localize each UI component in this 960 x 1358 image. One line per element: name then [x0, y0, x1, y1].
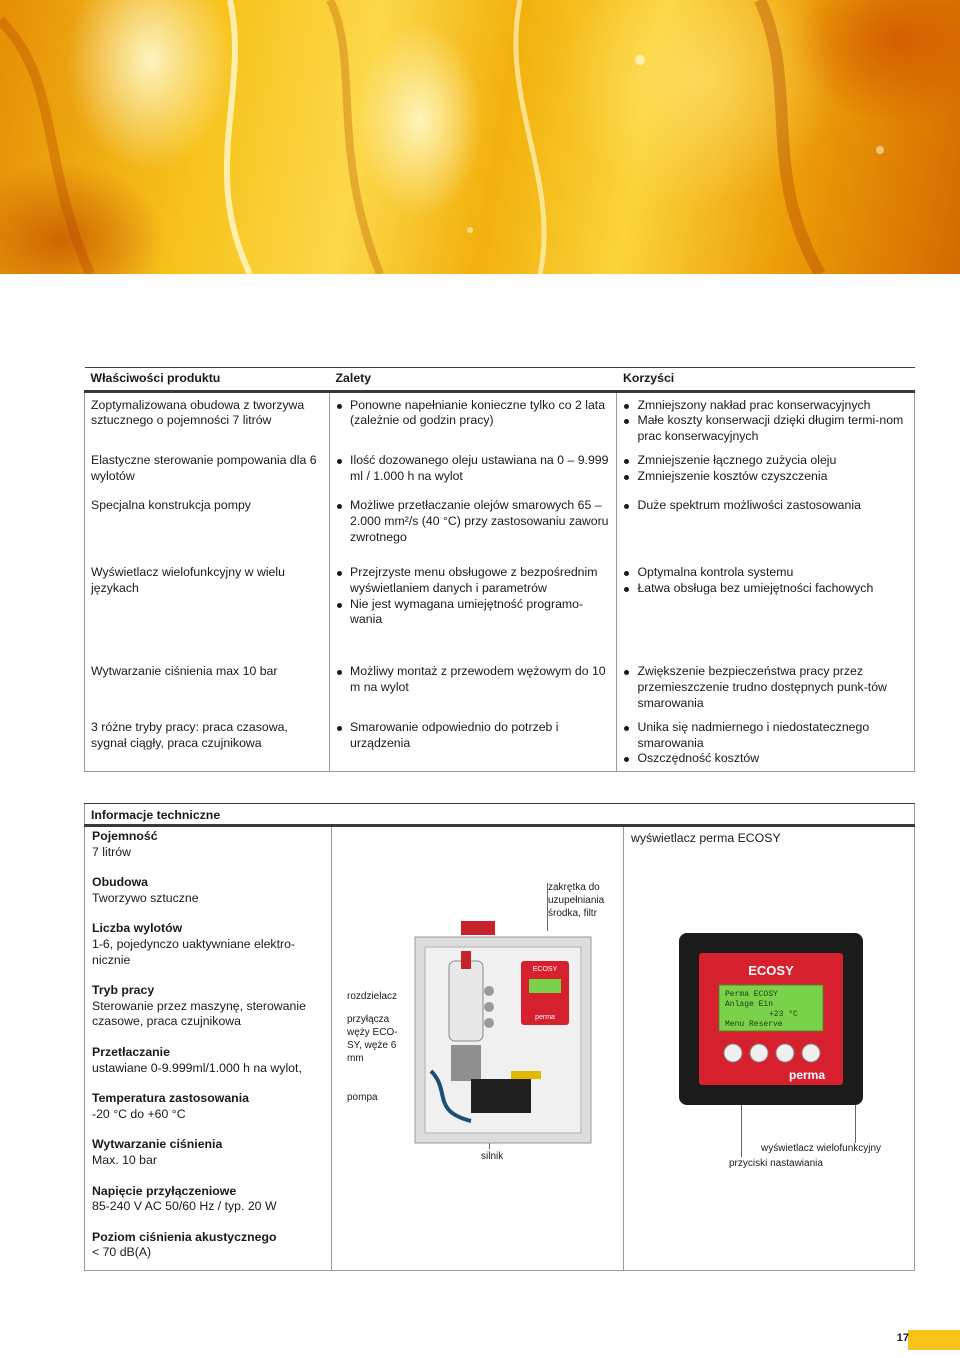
header-benefits: Korzyści	[617, 368, 915, 392]
advantages-cell	[330, 560, 617, 659]
spec-value: 7 litrów	[92, 844, 131, 859]
property-cell: 3 różne tryby pracy: praca czasowa, sygnał ciągły, praca czujnikowa	[85, 715, 330, 771]
spec-label: Pojemność	[92, 829, 158, 843]
spec-label: Napięcie przyłączeniowe	[92, 1183, 237, 1198]
unit-panel-logo: perma	[535, 1014, 555, 1021]
spec-mode	[92, 983, 330, 1030]
spec-value: 85-240 V AC 50/60 Hz / typ. 20 W	[92, 1199, 277, 1214]
hero-oil-image	[0, 0, 960, 274]
lcd-line: Menu Reserve	[725, 1020, 783, 1029]
pump-label: pompa	[347, 1092, 378, 1103]
property-cell: Elastyczne sterowanie pompowania dla 6 wylotów	[85, 448, 330, 493]
benefits-cell	[617, 659, 915, 715]
adjust-button-4[interactable]	[802, 1044, 820, 1062]
header-advantages: Zalety	[330, 368, 617, 392]
features-table	[84, 367, 915, 772]
advantages-cell	[330, 715, 617, 771]
spec-noise	[92, 1230, 330, 1261]
spec-capacity	[92, 829, 330, 860]
table-row	[85, 659, 915, 715]
benefit-item: Zmniejszenie łącznego zużycia oleju	[637, 453, 908, 469]
column-divider	[331, 827, 332, 1270]
table-row	[85, 715, 915, 771]
display-title: wyświetlacz perma ECOSY	[631, 831, 781, 845]
advantage-item: Ponowne napełnianie konieczne tylko co 2 lata (zależnie od godzin pracy)	[350, 398, 610, 429]
spec-outlets	[92, 921, 330, 968]
oil-flow-decoration	[0, 0, 960, 274]
tech-info-box	[84, 803, 915, 1271]
advantage-item: Smarowanie odpowiednio do potrzeb i urządzenia	[350, 720, 610, 751]
distributor-label: rozdzielacz	[347, 991, 398, 1002]
spec-label: Poziom ciśnienia akustycznego	[92, 1229, 277, 1244]
adjust-button-1[interactable]	[724, 1044, 742, 1062]
motor-label: silnik	[481, 1151, 504, 1162]
lcd-line: Anlage Ein	[725, 1000, 774, 1009]
leader-line	[741, 1105, 742, 1157]
spec-value: < 70 dB(A)	[92, 1245, 152, 1260]
benefits-cell	[617, 493, 915, 560]
table-row	[85, 448, 915, 493]
property-cell: Wyświetlacz wielofunkcyjny w wielu językach	[85, 560, 330, 659]
page-number: 17	[896, 1332, 909, 1344]
unit-panel-brand: ECOSY	[532, 966, 558, 973]
spec-label: Tryb pracy	[92, 983, 155, 998]
benefit-item: Małe koszty konserwacji dzięki długim termi-nom prac konserwacyjnych	[637, 413, 908, 444]
advantage-item: Możliwe przetłaczanie olejów smarowych 65 – 2.000 mm²/s (40 °C) przy zastosowaniu zaworu zwrotnego	[350, 498, 609, 544]
spec-pressure	[92, 1137, 330, 1168]
display-logo: perma	[788, 1068, 826, 1082]
spec-temperature	[92, 1091, 330, 1122]
benefits-cell	[617, 391, 915, 448]
benefit-item: Zmniejszony nakład prac konserwacyjnych	[637, 398, 908, 414]
spec-housing	[92, 875, 330, 906]
spec-value: -20 °C do +60 °C	[92, 1106, 186, 1121]
spec-label: Obudowa	[92, 875, 149, 890]
benefit-item: Unika się nadmiernego i niedostatecznego smarowania	[637, 720, 908, 751]
advantages-cell	[330, 493, 617, 560]
lcd-line: +23 °C	[769, 1010, 798, 1019]
property-cell: Zoptymalizowana obudowa z tworzywa sztucznego o pojemności 7 litrów	[85, 391, 330, 448]
adjust-button-3[interactable]	[776, 1044, 794, 1062]
table-row	[85, 493, 915, 560]
spec-label: Wytwarzanie ciśnienia	[92, 1137, 223, 1152]
benefit-item: Optymalna kontrola systemu	[637, 565, 908, 581]
spec-label: Temperatura zastosowania	[92, 1091, 249, 1106]
column-divider	[623, 827, 624, 1270]
header-properties: Właściwości produktu	[85, 368, 330, 392]
caption-display: wyświetlacz wielofunkcyjny	[761, 1143, 882, 1154]
spec-list	[92, 829, 330, 1276]
spec-label: Przetłaczanie	[92, 1044, 170, 1059]
benefits-cell	[617, 560, 915, 659]
leader-line	[855, 1105, 856, 1143]
spec-value: Max. 10 bar	[92, 1152, 157, 1167]
cap-label: zakrętka do uzupełniania środka, filtr	[548, 882, 605, 919]
benefit-item: Łatwa obsługa bez umiejętności fachowych	[637, 581, 908, 597]
advantage-item: Przejrzyste menu obsługowe z bezpośrednim wyświetlaniem danych i parametrów	[350, 565, 610, 596]
page-number-stripe	[908, 1330, 960, 1350]
advantage-item: Nie jest wymagana umiejętność programo-wania	[350, 597, 610, 628]
advantages-cell	[330, 448, 617, 493]
lcd-line: Perma ECOSY	[725, 990, 778, 999]
lubrication-unit-image	[411, 921, 597, 1145]
advantage-item: Możliwy montaż z przewodem wężowym do 10 m na wylot	[350, 664, 610, 695]
advantages-cell	[330, 659, 617, 715]
ecosy-display-image	[679, 933, 863, 1105]
spec-value: Sterowanie przez maszynę, sterowanie czasowe, praca czujnikowa	[92, 998, 306, 1029]
display-brand: ECOSY	[748, 963, 794, 978]
benefit-item: Zwiększenie bezpieczeństwa pracy przez przemieszczenie trudno dostępnych punk-tów smarowania	[637, 664, 908, 711]
spec-value: 1-6, pojedynczo uaktywniane elektro-nicznie	[92, 936, 296, 967]
table-row	[85, 391, 915, 448]
benefit-item: Duże spektrum możliwości zastosowania	[637, 498, 908, 514]
benefit-item: Oszczędność kosztów	[637, 751, 908, 767]
caption-buttons: przyciski nastawiania	[729, 1158, 823, 1169]
adjust-button-2[interactable]	[750, 1044, 768, 1062]
spec-voltage	[92, 1184, 330, 1215]
table-row	[85, 560, 915, 659]
property-cell: Wytwarzanie ciśnienia max 10 bar	[85, 659, 330, 715]
benefit-item: Zmniejszenie kosztów czyszczenia	[637, 469, 908, 485]
advantages-cell	[330, 391, 617, 448]
benefits-cell	[617, 715, 915, 771]
benefits-cell	[617, 448, 915, 493]
spec-delivery	[92, 1045, 330, 1076]
spec-value: ustawiane 0-9.999ml/1.000 h na wylot,	[92, 1060, 302, 1075]
property-cell: Specjalna konstrukcja pompy	[85, 493, 330, 560]
advantage-item: Ilość dozowanego oleju ustawiana na 0 – 9.999 ml / 1.000 h na wylot	[350, 453, 609, 483]
spec-label: Liczba wylotów	[92, 921, 183, 936]
connections-label: przyłącza węży ECO-SY, węże 6 mm	[347, 1014, 398, 1064]
spec-value: Tworzywo sztuczne	[92, 890, 199, 905]
tech-info-title: Informacje techniczne	[84, 803, 915, 827]
